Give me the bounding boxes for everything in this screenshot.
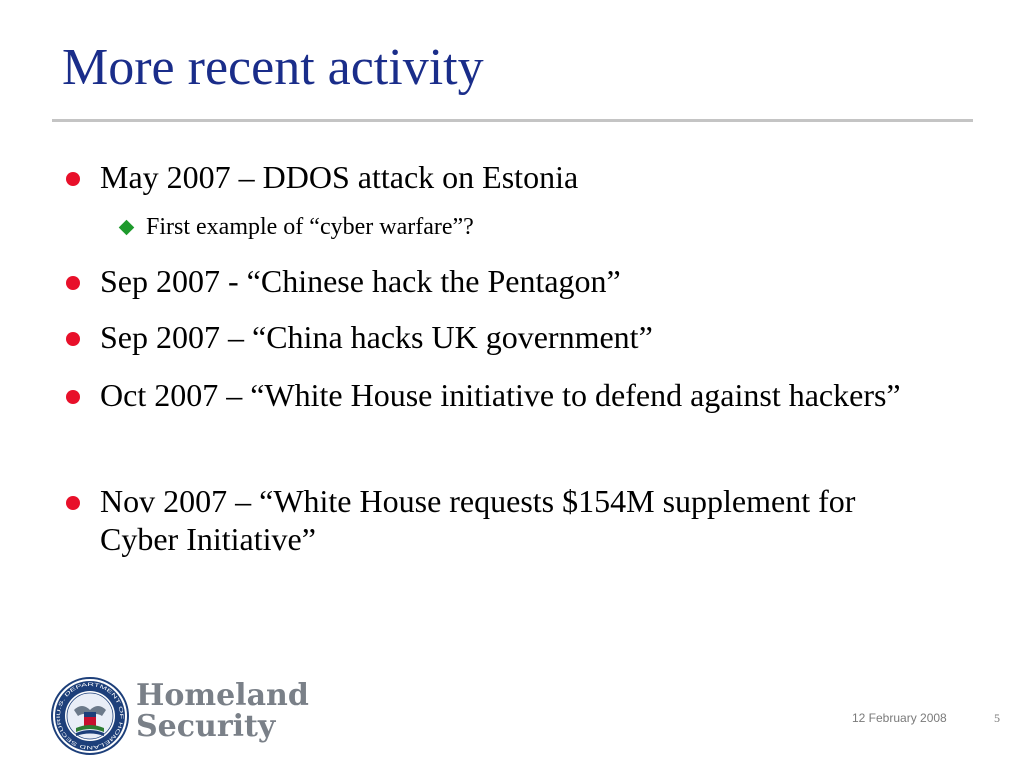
sub-bullet-item-1: First example of “cyber warfare”?: [146, 214, 474, 240]
sub-bullet-diamond-icon: [119, 220, 135, 236]
bullet-item-2: Sep 2007 - “Chinese hack the Pentagon”: [100, 263, 621, 299]
logo-line-homeland: Homeland: [136, 678, 309, 713]
bullet-item-5: Nov 2007 – “White House requests $154M supplement for Cyber Initiative”: [100, 483, 856, 557]
dhs-wordmark: [136, 680, 309, 742]
page-number: 5: [994, 711, 1000, 725]
bullet-dot-icon: [66, 172, 80, 186]
bullet-item-4: Oct 2007 – “White House initiative to defend against hackers”: [100, 377, 901, 413]
title-divider: [52, 119, 973, 122]
bullet-dot-icon: [66, 390, 80, 404]
seal-text: U.S. DEPARTMENT OF HOMELAND SECURI: [55, 681, 125, 751]
logo-line-security: Security: [136, 709, 276, 744]
bullet-dot-icon: [66, 332, 80, 346]
bullet-item-3: Sep 2007 – “China hacks UK government”: [100, 319, 653, 355]
bullet-dot-icon: [66, 496, 80, 510]
bullet-dot-icon: [66, 276, 80, 290]
footer-date: 12 February 2008: [852, 711, 947, 725]
bullet-item-1: May 2007 – DDOS attack on Estonia: [100, 159, 579, 195]
slide-title: More recent activity: [62, 39, 484, 96]
dhs-seal-icon: [50, 676, 130, 761]
